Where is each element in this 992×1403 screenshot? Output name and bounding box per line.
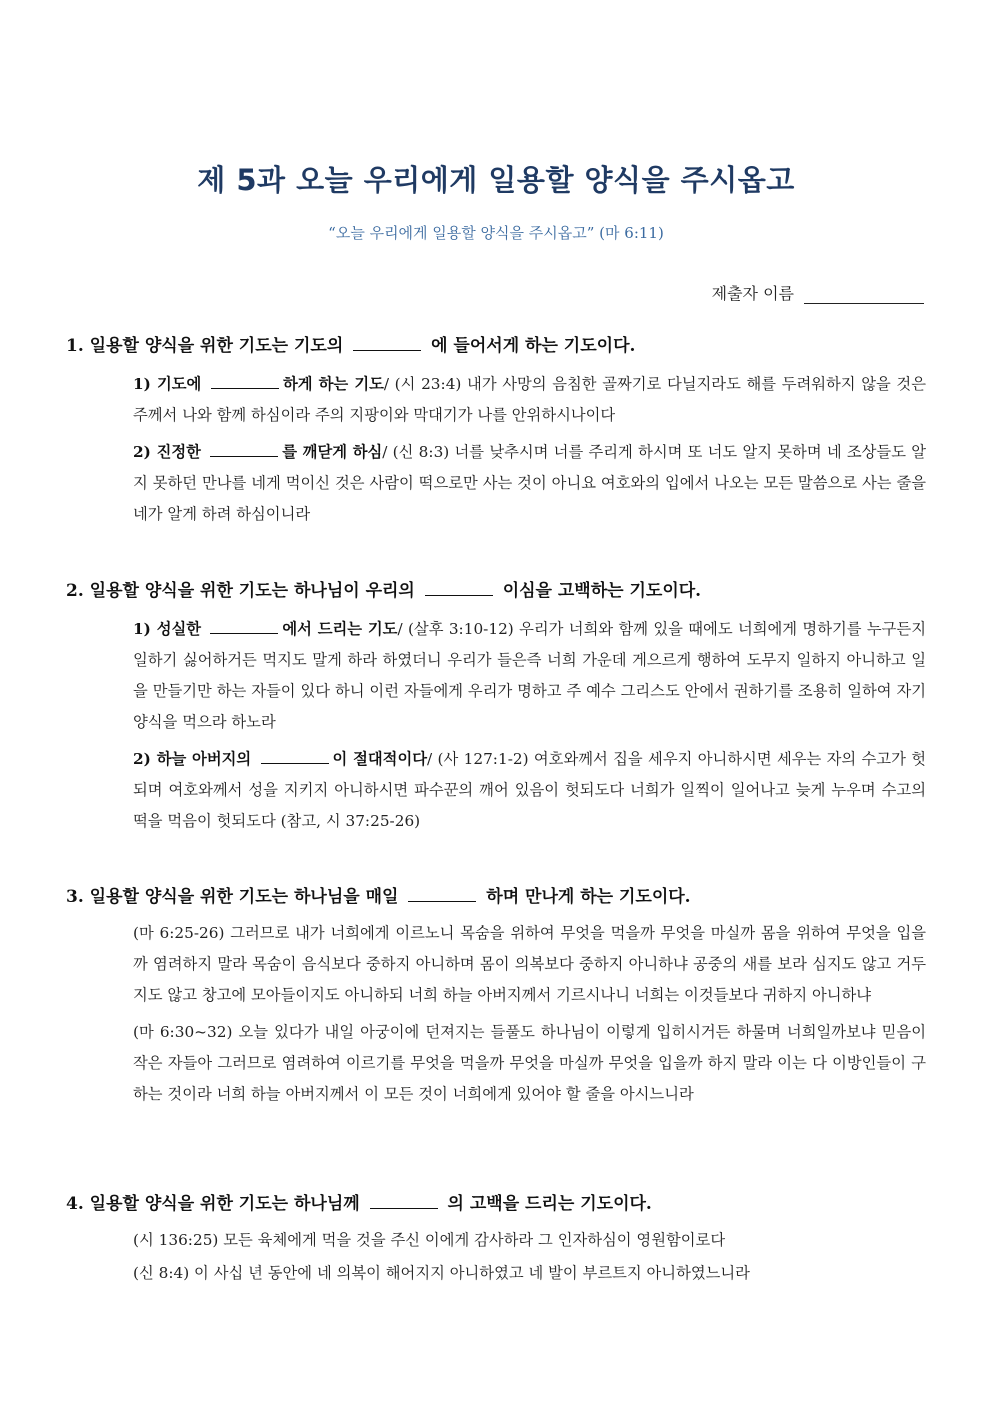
submitter-name-blank[interactable]: [804, 287, 924, 304]
section-4-verse-2: (신 8:4) 이 사십 년 동안에 네 의복이 해어지지 아니하였고 네 발이 부르트지 아니하였느니라: [133, 1264, 750, 1282]
section-2-blank[interactable]: [425, 581, 493, 596]
section-2-item-2-text: / (사 127:1-2) 여호와께서 집을 세우지 아니하시면 세우는 자의 수고가 헛되며 여호와께서 성을 지키지 아니하시면 파수꾼의 깨어 있음이 헛되도다 너희가 일찍이 일어나고 늦게 누우며 수고의 떡을 먹음이 헛되도다 (참고, 시 37:25-26): [133, 750, 926, 830]
section-3-blank[interactable]: [408, 887, 476, 902]
section-1-item-1: [133, 369, 926, 431]
section-3-heading-before: 3. 일용할 양식을 위한 기도는 하나님을 매일: [66, 887, 399, 907]
section-2: [66, 578, 926, 837]
section-2-item-1-label-before: 1) 성실한: [133, 620, 202, 638]
section-2-item-2-blank[interactable]: [261, 749, 329, 764]
section-3-heading: [66, 884, 926, 910]
section-4-blank[interactable]: [370, 1194, 438, 1209]
section-2-heading-before: 2. 일용할 양식을 위한 기도는 하나님이 우리의: [66, 581, 415, 601]
section-1-blank[interactable]: [353, 336, 421, 351]
section-4-heading-after: 의 고백을 드리는 기도이다.: [447, 1194, 652, 1214]
section-1-item-2-label-before: 2) 진정한: [133, 443, 201, 461]
section-1-item-2-blank[interactable]: [210, 442, 278, 457]
section-3-verse-1: (마 6:25-26) 그러므로 내가 너희에게 이르노니 목숨을 위하여 무엇을 먹을까 무엇을 마실까 몸을 위하여 무엇을 입을까 염려하지 말라 목숨이 음식보다 중하지 아니하며 몸이 의복보다 중하지 아니하냐 공중의 새를 보라 심지도 않고 거두지도 않고 창고에 모아들이지도 아니하되 너희 하늘 아버지께서 기르시나니 너희는 이것들보다 귀하지 아니하냐: [133, 924, 926, 1004]
section-1-item-2-text: / (신 8:3) 너를 낮추시며 너를 주리게 하시며 또 너도 알지 못하며 네 조상들도 알지 못하던 만나를 네게 먹이신 것은 사람이 떡으로만 사는 것이 아니요 여호와의 입에서 나오는 모든 말씀으로 사는 줄을 네가 알게 하려 하심이니라: [133, 443, 926, 523]
section-1-item-1-blank[interactable]: [211, 374, 279, 389]
section-1-item-1-label-after: 하게 하는 기도: [282, 375, 384, 393]
submitter-name-field: [712, 281, 924, 304]
section-3: [66, 884, 926, 1110]
section-1-heading-after: 에 들어서게 하는 기도이다.: [431, 336, 636, 356]
section-2-item-1: [133, 614, 926, 738]
section-2-heading-after: 이심을 고백하는 기도이다.: [502, 581, 702, 601]
section-4: [66, 1191, 926, 1289]
section-3-heading-after: 하며 만나게 하는 기도이다.: [486, 887, 691, 907]
section-1-item-1-label-before: 1) 기도에: [133, 375, 202, 393]
section-2-item-2-label-after: 이 절대적이다: [332, 750, 428, 768]
section-1-item-1-text: / (시 23:4) 내가 사망의 음침한 골짜기로 다닐지라도 해를 두려워하지 않을 것은 주께서 나와 함께 하심이라 주의 지팡이와 막대기가 나를 안위하시나이다: [133, 375, 926, 424]
section-4-verse-1: (시 136:25) 모든 육체에게 먹을 것을 주신 이에게 감사하라 그 인자하심이 영원함이로다: [133, 1231, 726, 1249]
section-2-item-1-label-after: 에서 드리는 기도: [282, 620, 398, 638]
section-4-heading-before: 4. 일용할 양식을 위한 기도는 하나님께: [66, 1194, 360, 1214]
section-2-item-1-blank[interactable]: [210, 619, 278, 634]
submitter-label: 제출자 이름: [711, 284, 794, 303]
section-2-item-2: [133, 744, 926, 837]
section-1-heading: [66, 333, 926, 359]
section-3-verse-2: (마 6:30~32) 오늘 있다가 내일 아궁이에 던져지는 들풀도 하나님이 이렇게 입히시거든 하물며 너희일까보냐 믿음이 작은 자들아 그러므로 염려하여 이르기를 무엇을 먹을까 무엇을 마실까 무엇을 입을까 하지 말라 이는 다 이방인들이 구하는 것이라 너희 하늘 아버지께서 이 모든 것이 너희에게 있어야 할 줄을 아시느니라: [133, 1023, 926, 1103]
section-2-item-1-text: / (살후 3:10-12) 우리가 너희와 함께 있을 때에도 너희에게 명하기를 누구든지 일하기 싫어하거든 먹지도 말게 하라 하였더니 우리가 들은즉 너희 가운데 게으르게 행하여 도무지 일하지 아니하고 일을 만들기만 하는 자들이 있다 하니 이런 자들에게 우리가 명하고 주 예수 그리스도 안에서 권하기를 조용히 일하여 자기 양식을 먹으라 하노라: [133, 620, 926, 731]
section-4-heading: [66, 1191, 926, 1217]
section-2-heading: [66, 578, 926, 604]
section-1-item-2: [133, 437, 926, 530]
section-1: [66, 333, 926, 530]
page-title: 제 5과 오늘 우리에게 일용할 양식을 주시옵고: [197, 163, 795, 197]
page-subtitle: “오늘 우리에게 일용할 양식을 주시옵고” (마 6:11): [328, 224, 664, 242]
section-1-item-2-label-after: 를 깨닫게 하심: [282, 443, 383, 461]
section-2-item-2-label-before: 2) 하늘 아버지의: [133, 750, 252, 768]
section-1-heading-before: 1. 일용할 양식을 위한 기도는 기도의: [66, 336, 344, 356]
